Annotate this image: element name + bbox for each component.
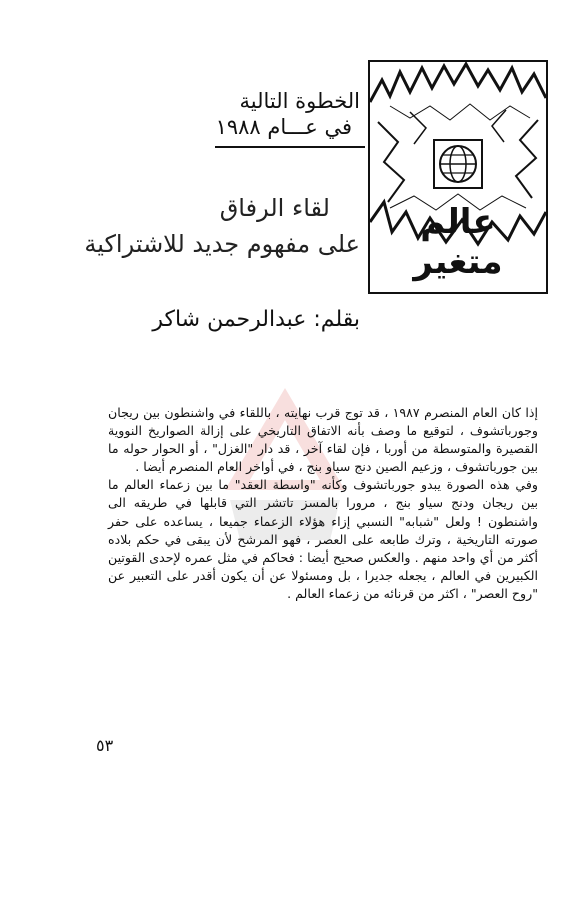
logo-text: عالم متغير [413,202,503,282]
article-title [80,190,360,262]
byline: بقلم: عبدالرحمن شاكر [152,307,360,332]
article-body [108,404,538,603]
title-line-2: على مفهوم جديد للاشتراكية [84,230,360,258]
page-number: ٥٣ [96,736,114,755]
column-logo [368,60,548,294]
kicker-rule [215,146,365,148]
kicker-line-2: في عـــام ١٩٨٨ [215,115,352,139]
title-line-1: لقاء الرفاق [219,194,330,222]
globe-icon [434,140,482,188]
section-kicker [200,88,360,140]
kicker-line-1: الخطوة التالية [239,89,360,113]
paragraph-1: إذا كان العام المنصرم ١٩٨٧ ، قد توج قرب نهايته ، باللقاء في واشنطون بين ريجان وجورباتشوف ، لتوقيع ما وصف بأنه الاتفاق التاريخي على إزالة الصواريخ النووية القصيرة والمتوسطة من أوربا ، فإن لقاء آخر ، قد دار "الغزل" ، أو الحوار حوله ما بين جورباتشوف ، وزعيم الصين دنج سياو بنج ، في أواخر العام المنصرم أيضا . [108,405,538,475]
paragraph-2: وفي هذه الصورة يبدو جورباتشوف وكأنه "واسطة العقد" ما بين زعماء العالم ما بين ريجان ودنج سياو بنج ، مرورا بالمسز تاتشر التي قابلها في طريقه الى واشنطون ! ولعل "شبابه" النسبي إزاء هؤلاء الزعماء جميعا ، يساعده على حفر صورته التاريخية ، وترك طابعه على العصر ، فهو المرشح لأن يبقى في حكم بلاده أكثر من أي واحد منهم . والعكس صحيح أيضا : فحاكم في مثل عمره لإحدى القوتين الكبيرين في العالم ، يجعله جديرا ، بل ومسئولا عن أن يكون أقدر على التعبير عن "روح العصر" ، اكثر من قرنائه من زعماء العالم . [108,477,538,601]
